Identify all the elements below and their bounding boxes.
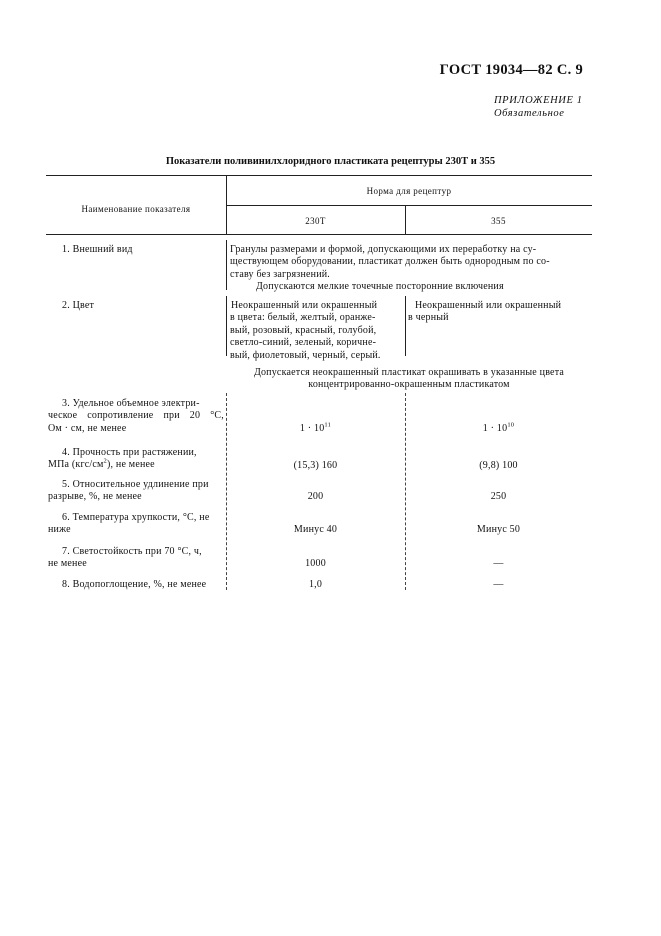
row-3-230-base: 1 · 10 <box>299 423 325 434</box>
row-2-note-line: Допускается неокрашенный пластикат окрашивать в указанные цвета <box>253 367 565 378</box>
sub-header-230: 230Т <box>305 216 326 226</box>
row-4-value-355: (9,8) 100 <box>479 460 518 471</box>
row-2-355-line: Неокрашенный или окрашенный <box>415 300 562 311</box>
column-divider-row2 <box>226 296 227 356</box>
row-7-value-230: 1000 <box>305 558 326 569</box>
row-1-value-line: ставу без загрязнений. <box>230 268 331 280</box>
col-name-header: Наименование показателя <box>81 204 191 214</box>
table-top-rule <box>46 175 592 176</box>
column-divider-row1 <box>226 240 227 290</box>
subcolumn-divider-row2 <box>405 296 406 356</box>
row-1-value <box>230 244 576 294</box>
row-3-230-exponent: 11 <box>324 421 332 429</box>
row-5-name <box>48 479 224 504</box>
sub-header-355: 355 <box>491 216 506 226</box>
row-2-value-230 <box>230 300 402 362</box>
row-6-name-line: ниже <box>48 524 71 536</box>
table-title: Показатели поливинилхлоридного пластиката рецептуры 230Т и 355 <box>165 156 496 167</box>
row-7-name <box>48 546 224 571</box>
row-4-name-line: 4. Прочность при растяжении, <box>62 447 197 458</box>
row-1-value-note: Допускаются мелкие точечные посторонние включения <box>256 281 504 293</box>
row-2-230-line: вый, розовый, красный, голубой, <box>230 324 377 336</box>
row-7-name-line: 7. Светостойкость при 70 °С, ч, <box>62 546 202 557</box>
appendix-status: Обязательное <box>494 108 565 119</box>
row-2-name: 2. Цвет <box>62 300 95 311</box>
page-header: ГОСТ 19034—82 С. 9 <box>439 62 583 78</box>
row-8-name <box>48 579 224 591</box>
row-4-name <box>48 447 224 472</box>
row-3-355-base: 1 · 10 <box>482 423 508 434</box>
row-3-355-exponent: 10 <box>507 421 515 429</box>
row-8-name-line: 8. Водопоглощение, %, не менее <box>62 579 207 590</box>
row-4-unit-pre: МПа (кгс/см <box>48 459 104 471</box>
row-1-value-line: ществующем оборудовании, пластикат должен быть однородным по со- <box>230 256 550 268</box>
row-7-value-355: — <box>493 558 504 569</box>
row-6-value-230: Минус 40 <box>293 524 338 535</box>
row-3-value-230 <box>226 423 405 435</box>
row-6-name <box>48 512 224 537</box>
row-5-name-line: 5. Относительное удлинение при <box>62 479 209 490</box>
row-2-230-line: вый, фиолетовый, черный, серый. <box>230 349 381 361</box>
row-7-name-line: не менее <box>48 558 87 570</box>
row-2-note <box>226 367 592 392</box>
row-2-note-line: концентрированно-окрашенным пластикатом <box>308 379 510 391</box>
row-2-230-line: Неокрашенный или окрашенный <box>231 300 378 311</box>
row-3-name-line: ческое сопротивление при 20 °С, <box>48 410 224 422</box>
row-3-name-line: 3. Удельное объемное электри- <box>62 398 200 409</box>
row-3-value-355 <box>405 423 592 435</box>
row-4-unit-post: ), не менее <box>106 459 155 471</box>
row-6-value-355: Минус 50 <box>476 524 521 535</box>
row-3-name-line: Ом · см, не менее <box>48 422 127 434</box>
row-2-355-line: в черный <box>408 312 449 324</box>
header-bottom-rule <box>46 234 592 235</box>
norm-header-rule <box>226 205 592 206</box>
row-4-value-230: (15,3) 160 <box>293 460 338 471</box>
row-4-name-line2 <box>48 459 224 471</box>
row-5-value-230: 200 <box>307 491 324 502</box>
row-5-name-line: разрыве, %, не менее <box>48 491 142 503</box>
row-1-value-line: Гранулы размерами и формой, допускающими их переработку на су- <box>230 244 537 255</box>
appendix-title: ПРИЛОЖЕНИЕ 1 <box>494 95 583 106</box>
row-6-name-line: 6. Температура хрупкости, °С, не <box>62 512 210 523</box>
row-1-name: 1. Внешний вид <box>62 244 133 255</box>
row-5-value-355: 250 <box>490 491 507 502</box>
row-8-value-230: 1,0 <box>308 579 323 590</box>
row-2-value-355 <box>408 300 588 325</box>
col-norm-header: Норма для рецептур <box>366 186 452 196</box>
row-2-230-line: светло-синий, зеленый, коричне- <box>230 337 377 349</box>
row-2-230-line: в цвета: белый, желтый, оранже- <box>230 312 376 324</box>
row-3-name <box>48 398 224 435</box>
row-4-unit-exponent: 2 <box>103 458 107 466</box>
row-8-value-355: — <box>493 579 504 590</box>
appendix-block <box>494 94 583 120</box>
